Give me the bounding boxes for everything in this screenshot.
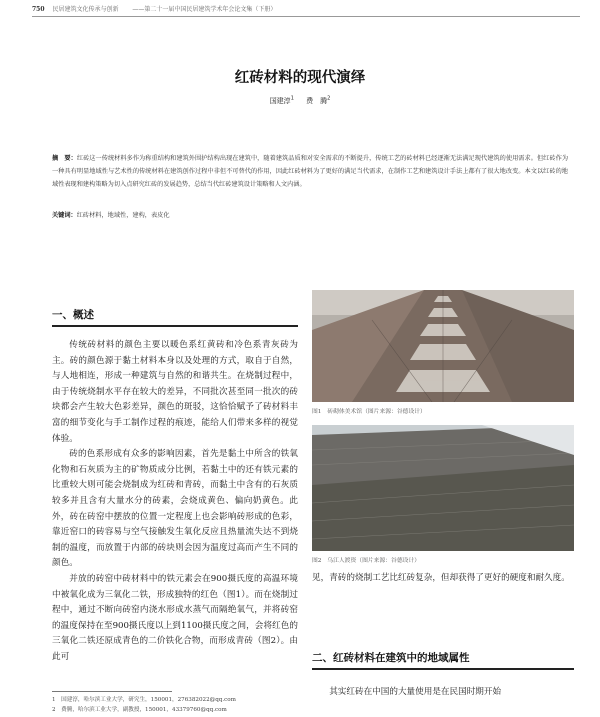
page-number: 750	[32, 6, 45, 13]
running-header	[32, 4, 580, 16]
abstract-label: 摘 要：	[52, 155, 77, 162]
section-1-rule	[52, 325, 298, 327]
footnote-2: 2 费腾，哈尔滨工业大学，副教授，150001，43379760@qq.com	[52, 707, 227, 713]
paper-title: 红砖材料的现代演绎	[234, 70, 366, 86]
section-2-heading: 二、红砖材料在建筑中的地域属性	[312, 652, 470, 664]
figure-1-image	[312, 290, 574, 402]
header-rule	[32, 16, 580, 17]
figure-1-drawing	[312, 290, 574, 402]
figure-2-caption: 图2 乌江人渡资（图片来源：谷德设计）	[312, 558, 421, 564]
author-1: 国建淳$^1$	[269, 96, 294, 106]
issue-name: ——第二十一届中国民居建筑学术年会论文集（下册）	[132, 6, 277, 13]
footnote-rule	[52, 691, 172, 692]
figure-2-image	[312, 425, 574, 551]
section-2-first-line: 其实红砖在中国的大量使用是在民国时期开始	[329, 687, 502, 697]
abstract	[52, 152, 568, 192]
author-line	[0, 96, 600, 106]
journal-name: 民居建筑文化传承与创新	[52, 6, 119, 13]
paragraph-1: 传统砖材料的颜色主要以暖色系红黄砖和冷色系青灰砖为主。砖的颜色源于黏土材料本身以及处理的方式，取自于自然，与人地相连，形成一种建筑与自然的和谐共生。在烧制过程中，由于传统烧制水平存在较大的差异，不同批次甚至同一批次的砖块都会产生较大色彩差异，颜色的斑驳，这恰恰赋予了砖材料丰富的细节变化与手工制作过程的痕迹，能给人们带来多样的视觉体验。	[52, 340, 298, 444]
left-column-body	[52, 338, 298, 686]
paragraph-2: 砖的色系形成有众多的影响因素，首先是黏土中所含的铁氧化物和石灰质为主的矿物质成分比例，若黏土中的还有铁元素的比重较大则可能会烧制成为红砖和青砖，而黏土中含有的石灰质较多并且含有大量水分的砖素，会烧成黄色、偏向奶黄色。此外，砖在砖窑中摆放的位置一定程度上也会影响砖形成的色彩，靠近窑口的砖容易与空气接触发生氧化反应且热量流失达不到烧制的温度，而放置于内部的砖块则会因为温度过高而产生不同的颜色。	[52, 449, 298, 569]
keywords-label: 关键词：	[52, 212, 77, 219]
right-column-continuation: 见，青砖的烧制工艺比红砖复杂，但却获得了更好的硬度和耐久度。	[312, 573, 570, 583]
keywords-text: 红砖材料，地域性，建构，表皮化	[76, 212, 170, 219]
figure-2-drawing	[312, 425, 574, 551]
footnote-1: 1 国建淳，哈尔滨工业大学，研究生，150001，276382022@qq.com	[52, 697, 236, 703]
keywords	[52, 209, 568, 222]
paragraph-3: 并放的砖窑中砖材料中的铁元素会在900摄氏度的高温环境中被氧化成为三氧化二铁，形成独特的红色（图1）。而在烧制过程中，通过不断向砖窑内浇水形成水蒸气而隔绝氧气，并将砖窑的温度保持在至900摄氏度以上到1100摄氏度之间，会将红色的三氧化二铁还原成青色的二价铁化合物，而形成青砖（图2）。由此可	[52, 573, 298, 662]
section-1-heading: 一、概述	[52, 309, 94, 321]
author-2: 费 腾$^2$	[306, 96, 331, 106]
abstract-text: 红砖这一传统材料多作为称重结构和建筑外围护结构出现在建筑中，随着建筑品质和对安全需求的不断提升，传统工艺的砖材料已经逐渐无法满足现代建筑的使用需求。但红砖作为一种具有明显地域性与艺术性的传统材料在建筑创作过程中非但不可替代的作用，因此红砖材料为了更好的满足当代需求，在制作工艺和建筑设计手法上都有了很大地改变。本文以红砖的地域性表现和建构策略为切入点研究红砖的发展趋势，总结当代红砖建筑设计策略和人文内涵。	[52, 155, 569, 189]
figure-1-caption: 图1 砖砌体美术馆（图片来源：谷德设计）	[312, 409, 426, 415]
section-2-rule	[312, 668, 574, 670]
